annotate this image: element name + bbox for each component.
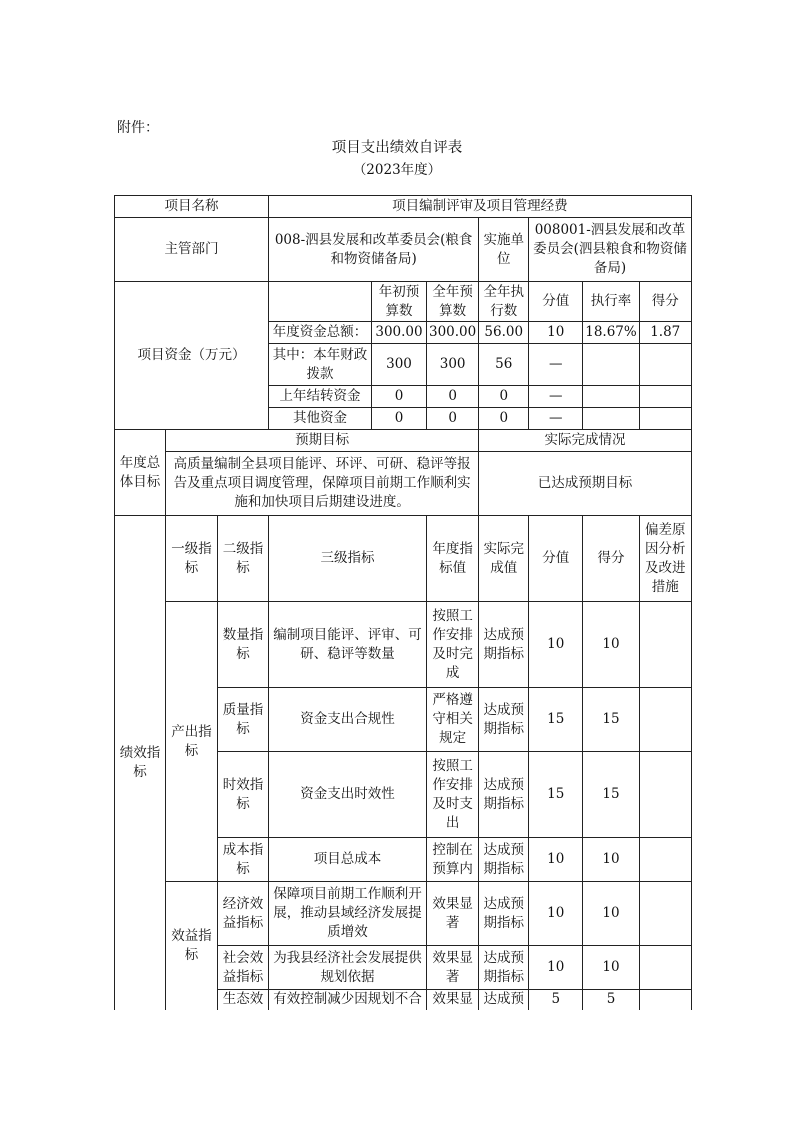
funds-header: 分值 xyxy=(529,282,583,322)
indicator-score-value: 15 xyxy=(529,752,583,838)
indicator-note xyxy=(639,602,691,688)
perf-header: 二级指标 xyxy=(218,516,269,602)
indicator-note xyxy=(639,838,691,882)
funds-cell: 56 xyxy=(479,344,529,386)
dept-value: 008-泗县发展和改革委员会(粮食和物资储备局) xyxy=(269,218,479,282)
indicator-note xyxy=(639,882,691,946)
impl-unit-label: 实施单位 xyxy=(479,218,529,282)
indicator-note xyxy=(639,990,691,1010)
expected-goal-header: 预期目标 xyxy=(166,430,479,452)
indicator-score: 10 xyxy=(583,882,639,946)
funds-cell: 18.67% xyxy=(583,322,639,344)
funds-cell: 0 xyxy=(479,408,529,430)
perf-header: 偏差原因分析及改进措施 xyxy=(639,516,691,602)
page-subtitle: （2023年度） xyxy=(352,162,442,178)
funds-cell: 1.87 xyxy=(639,322,691,344)
indicator-level3: 资金支出合规性 xyxy=(269,688,427,752)
indicator-note xyxy=(639,752,691,838)
dept-label: 主管部门 xyxy=(115,218,269,282)
indicator-score-value: 10 xyxy=(529,882,583,946)
funds-cell: 300 xyxy=(372,344,427,386)
self-evaluation-table xyxy=(114,195,692,1010)
funds-cell: 56.00 xyxy=(479,322,529,344)
indicator-score: 10 xyxy=(583,946,639,990)
indicator-score: 10 xyxy=(583,602,639,688)
indicator-score-value: 5 xyxy=(529,990,583,1010)
funds-cell: 300.00 xyxy=(427,322,479,344)
indicator-level2: 数量指标 xyxy=(218,602,269,688)
funds-cell xyxy=(583,344,639,386)
funds-label: 项目资金（万元） xyxy=(115,282,269,430)
indicator-target: 严格遵守相关规定 xyxy=(427,688,479,752)
indicator-score-value: 10 xyxy=(529,946,583,990)
funds-cell: — xyxy=(529,386,583,408)
indicator-level3: 项目总成本 xyxy=(269,838,427,882)
indicator-level2: 成本指标 xyxy=(218,838,269,882)
indicator-level2: 质量指标 xyxy=(218,688,269,752)
funds-cell xyxy=(639,386,691,408)
benefit-indicators-label: 效益指标 xyxy=(166,882,218,1010)
perf-header: 得分 xyxy=(583,516,639,602)
indicator-score: 15 xyxy=(583,688,639,752)
perf-indicators-label: 绩效指标 xyxy=(115,516,166,1010)
funds-header-blank xyxy=(269,282,372,322)
perf-header: 年度指标值 xyxy=(427,516,479,602)
indicator-target: 效果显著 xyxy=(427,882,479,946)
perf-header: 一级指标 xyxy=(166,516,218,602)
funds-cell: — xyxy=(529,408,583,430)
page-title: 项目支出绩效自评表 xyxy=(331,140,463,156)
funds-cell: 0 xyxy=(479,386,529,408)
perf-header: 分值 xyxy=(529,516,583,602)
indicator-level2: 时效指标 xyxy=(218,752,269,838)
indicator-target: 效果显著 xyxy=(427,946,479,990)
indicator-target: 效果显 xyxy=(427,990,479,1010)
project-name-label: 项目名称 xyxy=(115,196,269,218)
funds-header: 年初预算数 xyxy=(372,282,427,322)
funds-row-label: 年度资金总额： xyxy=(269,322,372,344)
actual-status-text: 已达成预期目标 xyxy=(479,452,691,516)
funds-row-label: 其他资金 xyxy=(269,408,372,430)
indicator-level3: 为我县经济社会发展提供规划依据 xyxy=(269,946,427,990)
indicator-actual: 达成预期指标 xyxy=(479,882,529,946)
project-name-value: 项目编制评审及项目管理经费 xyxy=(269,196,692,218)
indicator-score-value: 10 xyxy=(529,602,583,688)
attachment-label: 附件： xyxy=(117,120,159,136)
indicator-actual: 达成预期指标 xyxy=(479,752,529,838)
output-indicators-label: 产出指标 xyxy=(166,602,218,882)
expected-goal-text: 高质量编制全县项目能评、环评、可研、稳评等报告及重点项目调度管理，保障项目前期工作顺利实施和加快项目后期建设进度。 xyxy=(166,452,479,516)
funds-cell: 10 xyxy=(529,322,583,344)
indicator-level3: 有效控制减少因规划不合 xyxy=(269,990,427,1010)
indicator-score: 10 xyxy=(583,838,639,882)
funds-cell: 0 xyxy=(427,408,479,430)
funds-header: 得分 xyxy=(639,282,691,322)
funds-cell: 0 xyxy=(372,386,427,408)
indicator-score: 15 xyxy=(583,752,639,838)
funds-cell: 0 xyxy=(372,408,427,430)
perf-header: 实际完成值 xyxy=(479,516,529,602)
indicator-target: 控制在预算内 xyxy=(427,838,479,882)
indicator-target: 按照工作安排及时支出 xyxy=(427,752,479,838)
indicator-note xyxy=(639,946,691,990)
indicator-level2: 社会效益指标 xyxy=(218,946,269,990)
indicator-score-value: 15 xyxy=(529,688,583,752)
indicator-target: 按照工作安排及时完成 xyxy=(427,602,479,688)
indicator-score-value: 10 xyxy=(529,838,583,882)
funds-cell: — xyxy=(529,344,583,386)
indicator-score: 5 xyxy=(583,990,639,1010)
indicator-actual: 达成预期指标 xyxy=(479,946,529,990)
funds-header: 全年执行数 xyxy=(479,282,529,322)
funds-cell xyxy=(583,386,639,408)
funds-header: 全年预算数 xyxy=(427,282,479,322)
indicator-level2: 经济效益指标 xyxy=(218,882,269,946)
funds-cell: 300.00 xyxy=(372,322,427,344)
actual-status-header: 实际完成情况 xyxy=(479,430,691,452)
indicator-note xyxy=(639,688,691,752)
funds-cell: 300 xyxy=(427,344,479,386)
indicator-level3: 编制项目能评、评审、可研、稳评等数量 xyxy=(269,602,427,688)
perf-header: 三级指标 xyxy=(269,516,427,602)
funds-cell: 0 xyxy=(427,386,479,408)
indicator-level3: 保障项目前期工作顺利开展，推动县域经济发展提质增效 xyxy=(269,882,427,946)
funds-cell xyxy=(639,344,691,386)
indicator-level2: 生态效 xyxy=(218,990,269,1010)
impl-unit-value: 008001-泗县发展和改革委员会(泗县粮食和物资储备局) xyxy=(529,218,691,282)
funds-row-label: 上年结转资金 xyxy=(269,386,372,408)
indicator-actual: 达成预 xyxy=(479,990,529,1010)
funds-row-label: 其中：本年财政拨款 xyxy=(269,344,372,386)
funds-cell xyxy=(583,408,639,430)
indicator-actual: 达成预期指标 xyxy=(479,602,529,688)
annual-goal-label: 年度总体目标 xyxy=(115,430,166,516)
indicator-actual: 达成预期指标 xyxy=(479,838,529,882)
funds-header: 执行率 xyxy=(583,282,639,322)
indicator-level3: 资金支出时效性 xyxy=(269,752,427,838)
funds-cell xyxy=(639,408,691,430)
indicator-actual: 达成预期指标 xyxy=(479,688,529,752)
